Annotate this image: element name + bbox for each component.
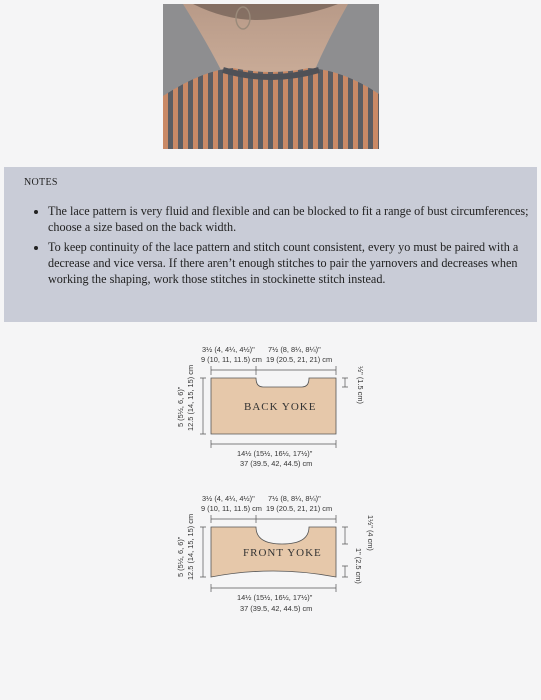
notes-title: NOTES [24, 177, 58, 188]
back-top-right-dim-line [256, 366, 336, 375]
note-item: • To keep continuity of the lace pattern and stitch count consistent, every yo must be paired with a decrease and vice versa. If there aren’t enough stitches to pair the yarnovers and decreases when working the shaping, work those stitches in stockinette stitch instead. [48, 239, 538, 287]
front-top-left-cm: 9 (10, 11, 11.5) cm [201, 504, 262, 513]
back-right-dim-line [342, 378, 348, 387]
front-top-left-in: 3½ (4, 4¼, 4½)" [202, 494, 255, 503]
back-top-left-cm: 9 (10, 11, 11.5) cm [201, 355, 262, 364]
front-right-bottom-dim-line [342, 566, 348, 577]
back-yoke-diagram [176, 345, 365, 468]
front-top-right-in: 7½ (8, 8¼, 8¼)" [268, 494, 321, 503]
front-yoke-label: FRONT YOKE [243, 547, 322, 559]
front-right-bottom: 1" (2.5 cm) [354, 548, 363, 584]
back-top-right-in: 7½ (8, 8¼, 8¼)" [268, 345, 321, 354]
note-item: • The lace pattern is very fluid and flexible and can be blocked to fit a range of bust circumferences; choose a size based on the back width. [48, 203, 538, 235]
back-top-right-cm: 19 (20.5, 21, 21) cm [266, 355, 333, 364]
front-top-right-dim-line [256, 515, 336, 523]
front-left-dim-line [200, 527, 206, 577]
back-top-left-dim-line [211, 366, 256, 375]
front-left-in: 5 (5½, 6, 6)" [176, 536, 185, 577]
back-right: ½" (1.5 cm) [356, 366, 365, 404]
back-bottom-in: 14½ (15½, 16½, 17½)" [237, 449, 313, 458]
back-yoke-label: BACK YOKE [244, 401, 317, 413]
front-bottom-cm: 37 (39.5, 42, 44.5) cm [240, 604, 313, 613]
back-left-in: 5 (5½, 6, 6)" [176, 386, 185, 427]
front-top-right-cm: 19 (20.5, 21, 21) cm [266, 504, 333, 513]
back-left-dim-line [200, 378, 206, 434]
front-left-cm: 12.5 (14, 15, 15) cm [186, 513, 195, 580]
front-bottom-dim-line [211, 584, 336, 592]
front-yoke-diagram [176, 494, 375, 613]
front-bottom-in: 14½ (15½, 16½, 17½)" [237, 593, 313, 602]
front-top-left-dim-line [211, 515, 256, 523]
back-bottom-cm: 37 (39.5, 42, 44.5) cm [240, 459, 313, 468]
back-left-cm: 12.5 (14, 15, 15) cm [186, 364, 195, 431]
back-top-left-in: 3½ (4, 4¼, 4½)" [202, 345, 255, 354]
back-bottom-dim-line [211, 440, 336, 448]
front-right-neck-dim-line [342, 527, 348, 544]
front-right-neck: 1½" (4 cm) [366, 515, 375, 551]
